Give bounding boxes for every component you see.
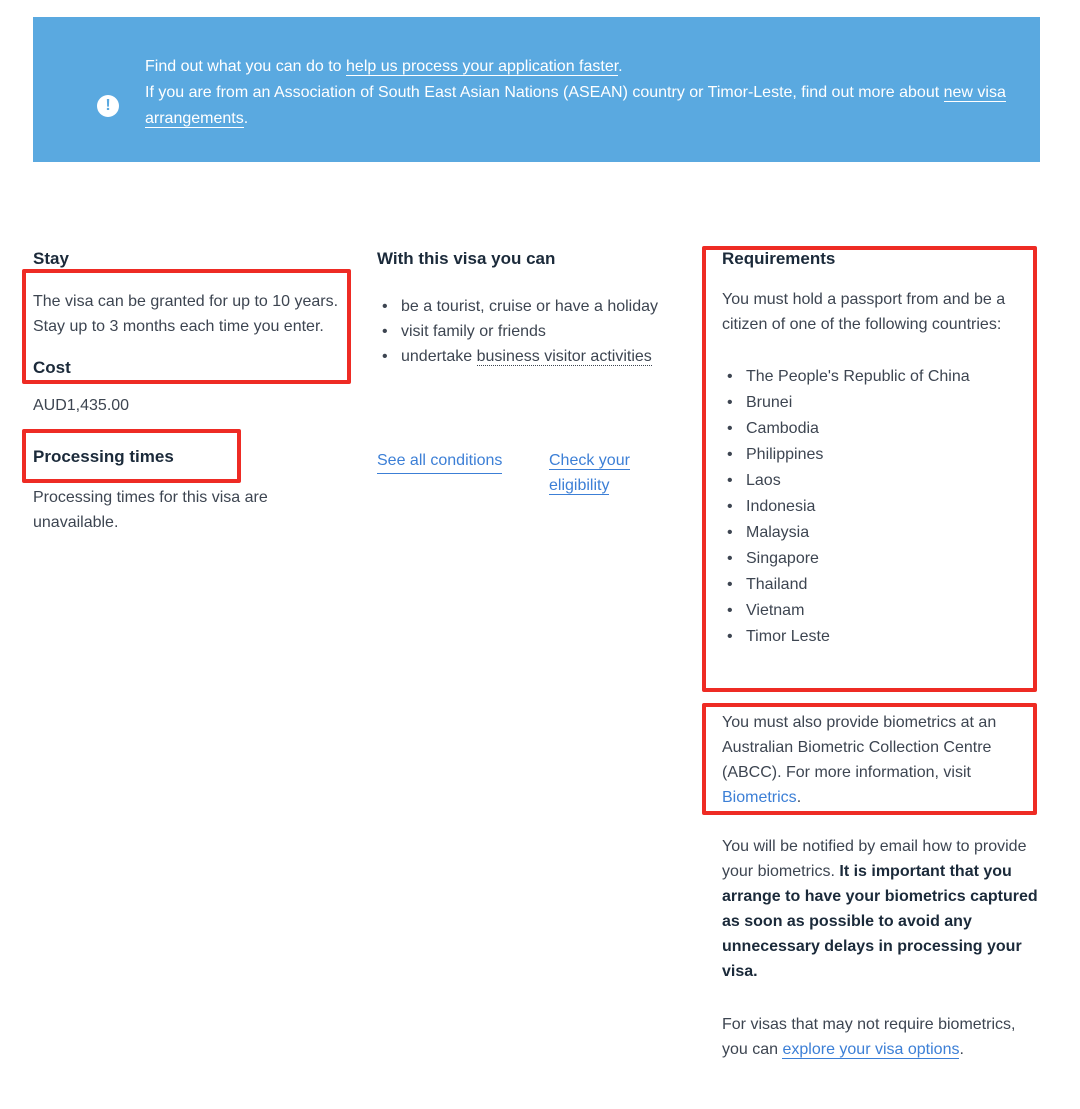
visa-abilities-list <box>377 294 697 369</box>
biometrics-text-body: You must also provide biometrics at an Australian Biometric Collection Centre (ABCC). For more information, visit <box>722 714 997 781</box>
see-all-conditions-link[interactable]: See all conditions <box>377 448 502 474</box>
list-item <box>377 344 697 369</box>
check-eligibility-link[interactable] <box>549 448 649 498</box>
biometrics-notify-text <box>722 834 1040 984</box>
country-item: • Philippines <box>722 442 1040 468</box>
visa-abilities-column <box>377 248 697 494</box>
banner-line2-text: If you are from an Association of South East Asian Nations (ASEAN) country or Timor-Leste, find out more about <box>145 84 944 101</box>
country-item: • Timor Leste <box>722 624 1040 650</box>
cost-highlight-box <box>22 429 241 483</box>
notify-important-text: It is important that you arrange to have your biometrics captured as soon as possible to avoid any unnecessary delays in processing your visa. <box>722 863 1038 980</box>
notify-plain-text: You will be notified by email how to provide your biometrics. <box>722 838 1027 880</box>
cost-value: AUD1,435.00 <box>33 397 130 414</box>
check-eligibility-line2: eligibility <box>549 477 610 494</box>
requirements-highlight-box <box>702 246 1037 692</box>
banner-line1-suffix: . <box>618 58 623 75</box>
info-icon: ! <box>97 95 119 117</box>
stay-highlight-box <box>22 269 351 384</box>
biometrics-link[interactable]: Biometrics <box>722 789 797 806</box>
country-item: • Indonesia <box>722 494 1040 520</box>
process-faster-link[interactable]: help us process your application faster <box>346 58 619 75</box>
country-item: • Laos <box>722 468 1040 494</box>
visa-abilities-heading: With this visa you can <box>377 249 556 268</box>
options-suffix: . <box>959 1041 964 1058</box>
stay-text: The visa can be granted for up to 10 years. Stay up to 3 months each time you enter. <box>33 293 339 335</box>
cost-heading: Cost <box>33 358 71 377</box>
processing-times-heading: Processing times <box>33 447 174 466</box>
new-visa-arrangements-link[interactable]: new visa arrangements <box>145 84 1006 127</box>
business-visitor-activities-link[interactable]: business visitor activities <box>476 348 652 365</box>
country-item: • Singapore <box>722 546 1040 572</box>
biometrics-suffix: . <box>796 789 802 806</box>
country-item: • Brunei <box>722 390 1040 416</box>
requirements-heading: Requirements <box>722 249 836 268</box>
options-prefix-text: For visas that may not require biometrics, you can <box>722 1016 1016 1058</box>
list-item-text: undertake <box>401 348 477 365</box>
list-item: • visit family or friends <box>377 319 697 344</box>
check-eligibility-line1: Check your <box>549 452 630 469</box>
country-item: • Malaysia <box>722 520 1040 546</box>
requirements-intro: You must hold a passport from and be a citizen of one of the following countries: <box>722 291 1006 333</box>
country-item: • Vietnam <box>722 598 1040 624</box>
explore-visa-options-link[interactable]: explore your visa options <box>782 1041 960 1058</box>
info-banner <box>33 17 1040 162</box>
banner-text <box>145 54 1025 132</box>
list-item: • be a tourist, cruise or have a holiday <box>377 294 697 319</box>
processing-times-text: Processing times for this visa are unavailable. <box>33 489 268 531</box>
country-item: • Cambodia <box>722 416 1040 442</box>
country-item: • Thailand <box>722 572 1040 598</box>
country-item: • The People's Republic of China <box>722 364 1040 390</box>
visa-options-text <box>722 1012 1040 1062</box>
banner-line2-suffix: . <box>243 110 249 127</box>
stay-heading: Stay <box>33 249 69 268</box>
biometrics-highlight-box <box>702 703 1037 815</box>
banner-line1-text: Find out what you can do to <box>145 58 347 75</box>
